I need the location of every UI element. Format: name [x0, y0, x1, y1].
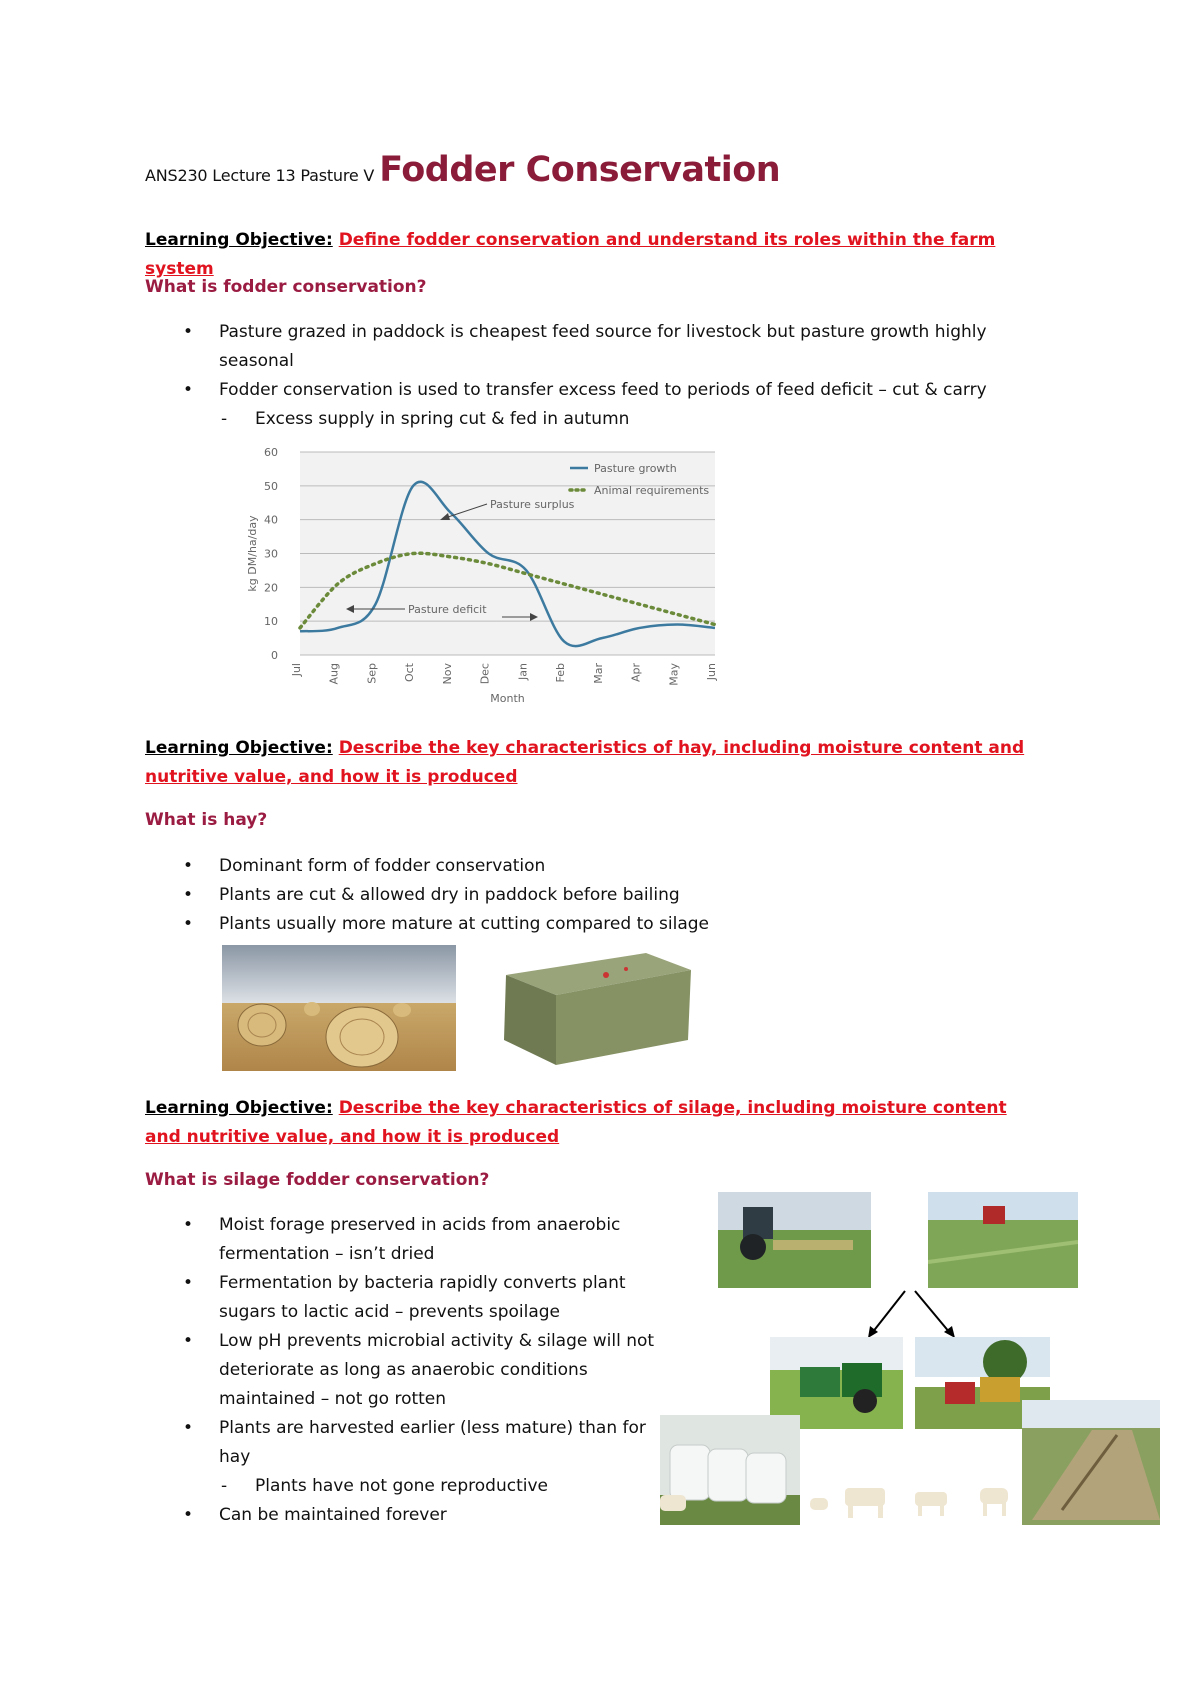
bullet-icon: • — [183, 1273, 194, 1293]
x-tick-label: May — [667, 663, 681, 686]
x-tick-label: Aug — [327, 663, 341, 685]
x-tick-label: Jul — [290, 663, 303, 677]
y-tick-label: 50 — [264, 479, 278, 493]
dash-icon: - — [221, 409, 228, 429]
x-tick-label: Sep — [365, 663, 379, 684]
learning-objective-1 — [145, 226, 1025, 284]
x-tick-label: Apr — [629, 663, 643, 683]
section-heading-silage: What is silage fodder conservation? — [145, 1170, 490, 1190]
lo-text: Describe the key characteristics of hay, including moisture content and nutritive value, and how it is produced — [145, 738, 1025, 787]
x-tick-label: Oct — [403, 663, 417, 683]
y-tick-label: 40 — [264, 513, 278, 527]
tractor-mowing-photo — [718, 1192, 871, 1288]
bullet-icon: • — [183, 856, 194, 876]
square-bale-photo — [496, 945, 696, 1071]
bullet-icon: • — [183, 914, 194, 934]
arrow-right-icon — [915, 1291, 950, 1333]
list-item: • Plants are harvested earlier (less mature) than for hay — [145, 1414, 665, 1472]
y-tick-label: 30 — [264, 547, 278, 561]
pasture-chart — [240, 440, 730, 710]
y-tick-label: 10 — [264, 615, 278, 629]
page-title: Fodder Conservation — [379, 150, 781, 190]
legend-label: Animal requirements — [594, 484, 710, 497]
bullet-icon: • — [183, 885, 194, 905]
section-heading-hay: What is hay? — [145, 810, 268, 830]
list-item: • Pasture grazed in paddock is cheapest feed source for livestock but pasture growth highly seasonal — [145, 318, 1065, 376]
lo-label: Learning Objective: — [145, 230, 333, 250]
bullet-icon: • — [183, 1215, 194, 1235]
annotation-surplus: Pasture surplus — [490, 498, 575, 511]
list-item: • Fermentation by bacteria rapidly converts plant sugars to lactic acid – prevents spoilage — [145, 1269, 665, 1327]
lo-label: Learning Objective: — [145, 1098, 333, 1118]
arrow-left-icon — [872, 1291, 905, 1333]
sub-list-item: - Plants have not gone reproductive — [145, 1472, 665, 1501]
list-item: • Low pH prevents microbial activity & silage will not deteriorate as long as anaerobic conditions maintained – not go rotten — [145, 1327, 665, 1414]
lo-text: Define fodder conservation and understand its roles within the farm system — [145, 230, 996, 279]
list-item: • Dominant form of fodder conservation — [145, 852, 1065, 881]
x-tick-label: Dec — [478, 663, 492, 685]
bullet-list-hay — [145, 852, 1065, 939]
y-axis-label: kg DM/ha/day — [246, 515, 259, 592]
section-heading-fodder: What is fodder conservation? — [145, 277, 427, 297]
learning-objective-3 — [145, 1094, 1025, 1152]
x-tick-label: Feb — [554, 663, 568, 683]
lo-label: Learning Objective: — [145, 738, 333, 758]
y-tick-label: 0 — [271, 649, 278, 662]
bullet-list-silage — [145, 1211, 665, 1530]
x-axis-label: Month — [490, 692, 525, 705]
bullet-icon: • — [183, 1505, 194, 1525]
bullet-icon: • — [183, 1331, 194, 1351]
x-tick-label: Jun — [705, 663, 718, 681]
bullet-list-fodder — [145, 318, 1065, 434]
annotation-deficit: Pasture deficit — [408, 603, 487, 616]
animal-silhouettes-watermark — [650, 1480, 1030, 1525]
legend-label: Pasture growth — [594, 462, 677, 475]
y-tick-label: 20 — [264, 581, 278, 595]
round-bales-photo — [222, 945, 456, 1071]
list-item: • Can be maintained forever — [145, 1501, 665, 1530]
bullet-icon: • — [183, 322, 194, 342]
learning-objective-2 — [145, 734, 1025, 792]
flow-arrows — [860, 1288, 970, 1340]
pasture-chart-svg — [240, 440, 730, 710]
tedding-photo — [928, 1192, 1078, 1288]
x-tick-label: Mar — [591, 663, 605, 684]
silage-pit-photo — [1022, 1400, 1160, 1525]
lecture-prefix: ANS230 Lecture 13 Pasture V — [145, 166, 375, 185]
dash-icon: - — [221, 1476, 228, 1496]
bullet-icon: • — [183, 380, 194, 400]
y-tick-label: 60 — [264, 446, 278, 459]
list-item: • Plants are cut & allowed dry in paddock before bailing — [145, 881, 1065, 910]
page-title-line — [145, 150, 780, 190]
lo-text: Describe the key characteristics of silage, including moisture content and nutritive value, and how it is produced — [145, 1098, 1007, 1147]
x-tick-label: Nov — [440, 663, 454, 685]
bullet-icon: • — [183, 1418, 194, 1438]
sub-list-item: - Excess supply in spring cut & fed in autumn — [145, 405, 1065, 434]
list-item: • Plants usually more mature at cutting compared to silage — [145, 910, 1065, 939]
x-tick-label: Jan — [516, 663, 530, 680]
list-item: • Fodder conservation is used to transfer excess feed to periods of feed deficit – cut & carry — [145, 376, 1065, 405]
list-item: • Moist forage preserved in acids from anaerobic fermentation – isn’t dried — [145, 1211, 665, 1269]
